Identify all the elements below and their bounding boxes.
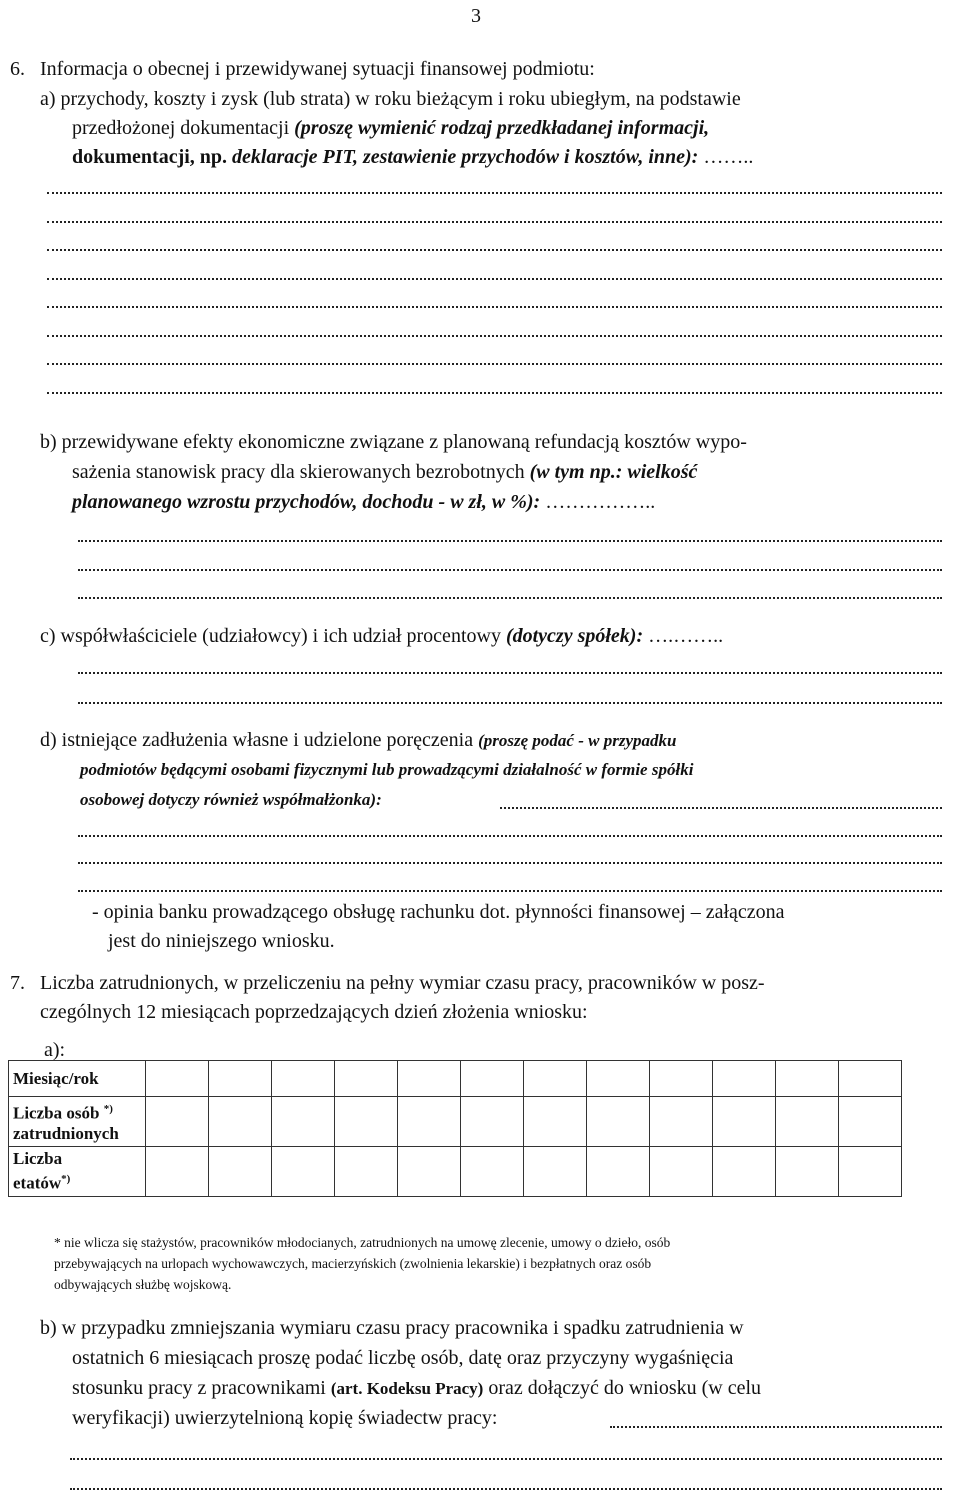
s6a-line3-dots: ……..: [703, 146, 754, 168]
s6a-line3-plain: dokumentacji, np.: [72, 146, 233, 168]
table-row: [9, 1061, 902, 1097]
s6a-answer-line-4: [47, 278, 942, 280]
bank-opinion-line2: jest do niniejszego wniosku.: [108, 930, 335, 952]
s6c-line1-emph: (dotyczy spółek):: [505, 625, 644, 647]
bank-opinion-line1: - opinia banku prowadzącego obsługę rachunku dot. płynności finansowej – załączona: [92, 901, 785, 923]
s6b-line3-dots: ……………..: [545, 491, 656, 513]
s6b-line1: b) przewidywane efekty ekonomiczne związane z planowaną refundacją kosztów wypo-: [40, 431, 747, 453]
s6a-answer-line-6: [47, 335, 942, 337]
s6c-answer-line-1: [78, 672, 942, 674]
s6d-line1: [40, 728, 676, 753]
s6d-line2-text: podmiotów będącymi osobami fizycznymi lub prowadzącymi działalność w formie spółki: [80, 760, 694, 779]
table-row: [9, 1147, 902, 1197]
s7b-line3: [72, 1376, 761, 1401]
s6b-line2: [72, 460, 697, 484]
section-6-heading: Informacja o obecnej i przewidywanej sytuacji finansowej podmiotu:: [40, 58, 595, 80]
footnote-line3: odbywających służbę wojskową.: [54, 1277, 232, 1292]
s7b-answer-line-2: [70, 1488, 942, 1490]
s6a-line3: [72, 145, 753, 169]
s7-line2: czególnych 12 miesiącach poprzedzających dzień złożenia wniosku:: [40, 1001, 588, 1023]
section-6-number: 6.: [10, 58, 25, 80]
s6a-answer-line-5: [47, 306, 942, 308]
s6b-line3: [72, 490, 655, 514]
s6a-line1: a) przychody, koszty i zysk (lub strata) w roku bieżącym i roku ubiegłym, na podstawie: [40, 88, 741, 110]
s6a-line2-emph: (proszę wymienić rodzaj przedkładanej informacji,: [294, 117, 710, 139]
s6b-answer-line-1: [78, 540, 942, 542]
s7b-line1: b) w przypadku zmniejszania wymiaru czasu pracy pracownika i spadku zatrudnienia w: [40, 1317, 744, 1339]
s6d-answer-line-1: [500, 807, 942, 809]
s7b-answer-line-0: [610, 1426, 942, 1428]
s7b-line3-plain: stosunku pracy z pracownikami: [72, 1377, 331, 1399]
s7a-label: a):: [44, 1039, 66, 1061]
s7b-line3-end: oraz dołączyć do wniosku (w celu: [483, 1377, 762, 1399]
page-number: 3: [471, 5, 481, 27]
s6c-line1: [40, 624, 723, 648]
s6d-answer-line-2: [78, 835, 942, 837]
s6a-line2: [72, 116, 709, 140]
row-label-persons-employed: Liczba osób *) zatrudnionych: [9, 1097, 146, 1147]
s6b-line2-plain: sażenia stanowisk pracy dla skierowanych bezrobotnych: [72, 461, 530, 483]
s6b-line3-text: planowanego wzrostu przychodów, dochodu - w zł, w %):: [72, 491, 541, 513]
table-row: [9, 1097, 902, 1147]
s6d-line3: [80, 787, 382, 812]
s7b-line3-bold: (art. Kodeksu Pracy): [330, 1379, 484, 1398]
s6d-answer-line-3: [78, 862, 942, 864]
employment-table: [8, 1060, 902, 1197]
s6b-answer-line-2: [78, 569, 942, 571]
s6d-line3-text: osobowej dotyczy również współmałżonka):: [80, 790, 382, 809]
s6a-answer-line-7: [47, 363, 942, 365]
s6a-answer-line-3: [47, 249, 942, 251]
row-label-month-year: Miesiąc/rok: [9, 1061, 146, 1097]
footnote-line1: * nie wlicza się stażystów, pracowników młodocianych, zatrudnionych na umowę zlecenie, umowy o dzieło, osób: [54, 1235, 671, 1250]
s7b-answer-line-1: [70, 1458, 942, 1460]
s6a-answer-line-1: [47, 192, 942, 194]
s6d-line2: [80, 757, 693, 782]
s7b-line4: weryfikacji) uwierzytelnioną kopię świadectw pracy:: [72, 1407, 498, 1429]
s6a-answer-line-2: [47, 221, 942, 223]
section-7-number: 7.: [10, 972, 25, 994]
s6a-answer-line-8: [47, 392, 942, 394]
s6d-answer-line-4: [78, 890, 942, 892]
s7-line1: Liczba zatrudnionych, w przeliczeniu na pełny wymiar czasu pracy, pracowników w posz-: [40, 972, 765, 994]
s6c-line1-dots: ….……..: [648, 625, 724, 647]
s6c-line1-plain: c) współwłaściciele (udziałowcy) i ich udział procentowy: [40, 625, 506, 647]
s6a-line2-plain: przedłożonej dokumentacji: [72, 117, 295, 139]
footnote-line2: przebywających na urlopach wychowawczych, macierzyńskich (zwolnienia lekarskie) i bezpłatnych oraz osób: [54, 1256, 652, 1271]
s6b-answer-line-3: [78, 597, 942, 599]
s7b-line2: ostatnich 6 miesiącach proszę podać liczbę osób, datę oraz przyczyny wygaśnięcia: [72, 1347, 734, 1369]
s6d-line1-emph: (proszę podać - w przypadku: [478, 731, 677, 750]
row-label-fte: Liczba etatów*): [9, 1147, 146, 1197]
s6c-answer-line-2: [78, 702, 942, 704]
s6b-line2-emph: (w tym np.: wielkość: [529, 461, 698, 483]
s6a-line3-emph: deklaracje PIT, zestawienie przychodów i kosztów, inne):: [232, 146, 699, 168]
s6d-line1-plain: d) istniejące zadłużenia własne i udzielone poręczenia: [40, 729, 479, 751]
